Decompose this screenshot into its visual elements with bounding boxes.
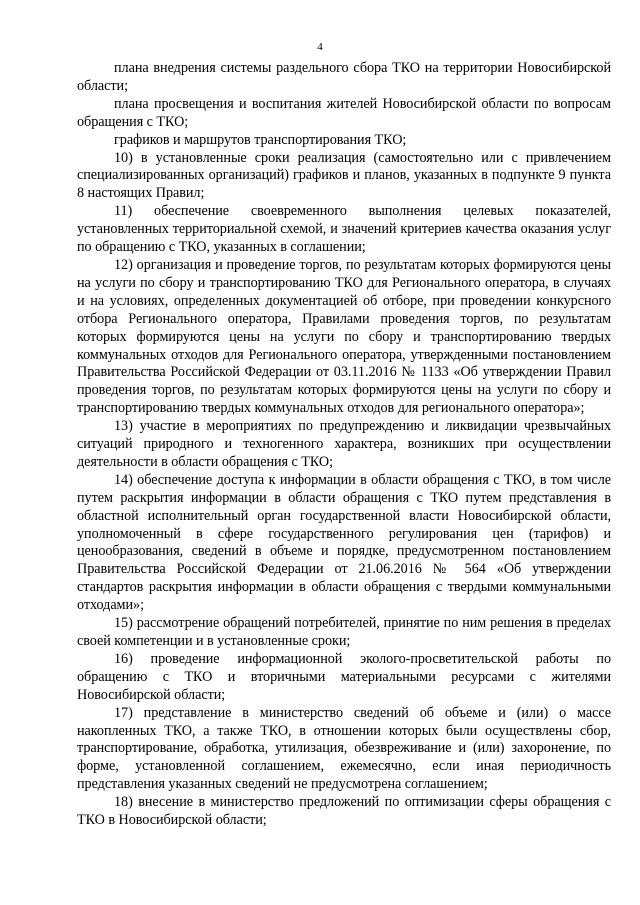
paragraph-item-16: 16) проведение информационной эколого-просветительской работы по обращению с ТКО и вторичными материальными ресурсами с жителями Новосибирской области; xyxy=(77,650,611,703)
paragraph-item-18: 18) внесение в министерство предложений по оптимизации сферы обращения с ТКО в Новосибирской области; xyxy=(77,794,611,829)
paragraph-schedules-routes: графиков и маршрутов транспортирования ТКО; xyxy=(114,131,407,148)
paragraph-plan-education: плана просвещения и воспитания жителей Новосибирской области по вопросам обращения с ТКО; xyxy=(77,95,611,130)
page-number: 4 xyxy=(317,41,323,53)
paragraph-item-11: 11) обеспечение своевременного выполнения целевых показателей, установленных территориальной схемой, и значений критериев качества оказания услуг по обращению с ТКО, указанных в соглашении; xyxy=(77,203,611,256)
document-body xyxy=(77,60,611,830)
paragraph-item-17: 17) представление в министерство сведений об объеме и (или) о массе накопленных ТКО, а также ТКО, в отношении которых были осуществлены сбор, транспортирование, обработка, утилизация, обезвреживание и (или) захоронение, по форме, установленной соглашением, ежемесячно, если иная периодичность представления указанных сведений не предусмотрена соглашением; xyxy=(77,704,611,793)
paragraph-item-15: 15) рассмотрение обращений потребителей, принятие по ним решения в пределах своей компетенции и в установленные сроки; xyxy=(77,615,611,649)
paragraph-item-13: 13) участие в мероприятиях по предупреждению и ликвидации чрезвычайных ситуаций природного и техногенного характера, возникших при осуществлении деятельности в области обращения с ТКО; xyxy=(77,418,611,470)
paragraph-item-10: 10) в установленные сроки реализация (самостоятельно или с привлечением специализированных организаций) графиков и планов, указанных в подпункте 9 пункта 8 настоящих Правил; xyxy=(77,149,611,202)
paragraph-item-12: 12) организация и проведение торгов, по результатам которых формируются цены на услуги по сбору и транспортированию ТКО для Регионального оператора, в случаях и на условиях, определенных документацией об отборе, при проведении конкурсного отбора Регионального оператора, Правилами проведения торгов, по результатам которых формируются цены на услуги по сбору и транспортированию твердых коммунальных отходов для Регионального оператора, утвержденными постановлением Правительства Российской Федерации от 03.11.2016 № 1133 «Об утверждении Правил проведения торгов, по результатам которых формируются цены на услуги по сбору и транспортированию твердых коммунальных отходов для регионального оператора»; xyxy=(77,256,611,417)
paragraph-item-14: 14) обеспечение доступа к информации в области обращения с ТКО, в том числе путем раскрытия информации в области обращения с ТКО путем представления в областной исполнительный орган государственной власти Новосибирской области, уполномоченный в сфере государственного регулирования цен (тарифов) и ценообразования, сведений в объеме и порядке, предусмотренном постановлением Правительства Российской Федерации от 21.06.2016 № 564 «Об утверждении стандартов раскрытия информации в области обращения с твердыми коммунальными отходами»; xyxy=(77,471,611,614)
paragraph-plan-separate-collection: плана внедрения системы раздельного сбора ТКО на территории Новосибирской области; xyxy=(77,60,611,94)
